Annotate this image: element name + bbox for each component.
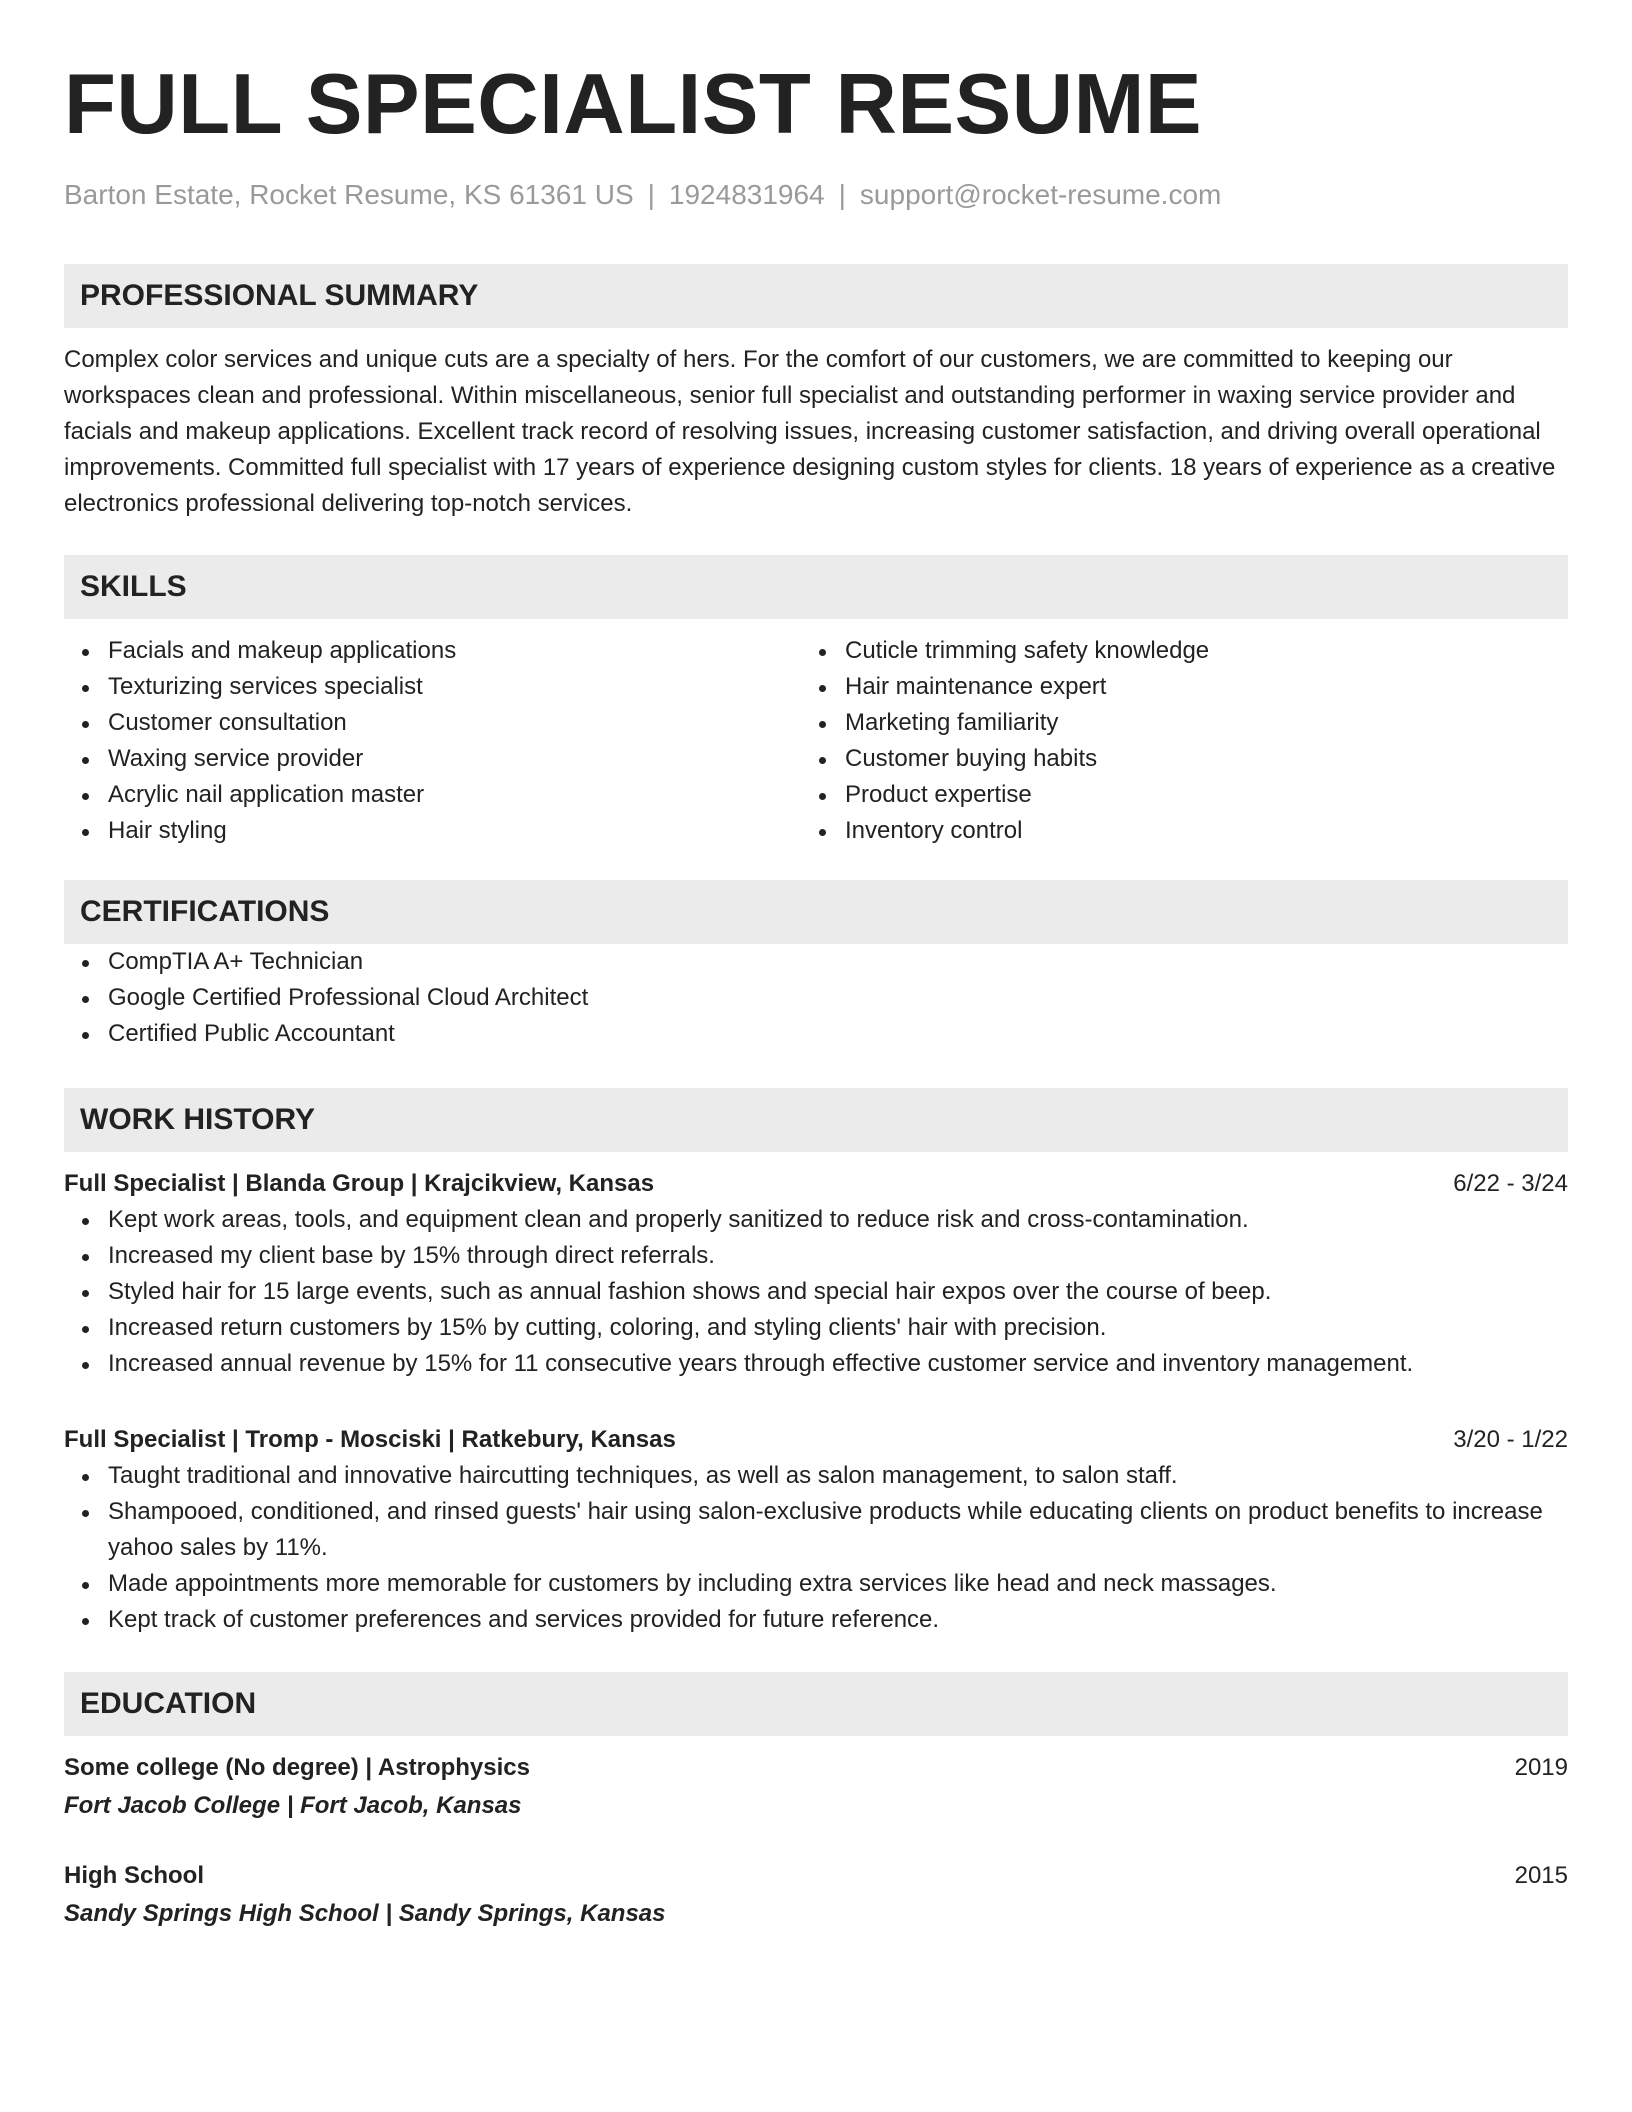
education-school: Fort Jacob College | Fort Jacob, Kansas [64,1792,522,1819]
skill-item: Hair styling [64,813,801,849]
section-header-certifications: CERTIFICATIONS [64,880,1568,944]
skills-columns [64,633,1568,849]
education-year: 2015 [1514,1862,1568,1889]
work-history-list [64,1166,1568,1638]
education-year: 2019 [1514,1754,1568,1781]
contact-separator: | [838,179,846,210]
job-dates: 6/22 - 3/24 [1453,1170,1568,1197]
job-dates: 3/20 - 1/22 [1453,1426,1568,1453]
skill-item: Inventory control [801,813,1538,849]
education-degree: High School [64,1862,204,1889]
job-bullet: Increased return customers by 15% by cutting, coloring, and styling clients' hair with precision. [64,1310,1568,1346]
certification-item: CompTIA A+ Technician [64,944,1568,980]
job-title: Full Specialist | Tromp - Mosciski | Ratkebury, Kansas [64,1426,676,1453]
skill-item: Waxing service provider [64,741,801,777]
job-entry [64,1166,1568,1382]
skills-list-right [801,633,1538,849]
skill-item: Marketing familiarity [801,705,1538,741]
education-header [64,1858,1568,1894]
phone: 1924831964 [668,179,825,210]
skill-item: Customer buying habits [801,741,1538,777]
certification-item: Certified Public Accountant [64,1016,1568,1052]
job-bullet: Increased annual revenue by 15% for 11 consecutive years through effective customer service and inventory management. [64,1346,1568,1382]
education-entry [64,1750,1568,1824]
job-bullet: Kept track of customer preferences and services provided for future reference. [64,1602,1568,1638]
email: support@rocket-resume.com [859,179,1222,210]
section-header-work-history: WORK HISTORY [64,1088,1568,1152]
skills-list-left [64,633,801,849]
summary-text: Complex color services and unique cuts are a specialty of hers. For the comfort of our customers, we are committed to keeping our workspaces clean and professional. Within miscellaneous, senior full specialist and outstanding performer in waxing service provider and facials and makeup applications. Excellent track record of resolving issues, increasing customer satisfaction, and driving overall operational improvements. Committed full specialist with 17 years of experience designing custom styles for clients. 18 years of experience as a creative electronics professional delivering top-notch services. [64,346,1556,517]
job-entry [64,1422,1568,1638]
education-degree: Some college (No degree) | Astrophysics [64,1754,530,1781]
section-header-skills: SKILLS [64,555,1568,619]
education-entry [64,1858,1568,1932]
job-bullet: Styled hair for 15 large events, such as annual fashion shows and special hair expos over the course of beep. [64,1274,1568,1310]
contact-separator: | [647,179,655,210]
job-bullet: Taught traditional and innovative haircutting techniques, as well as salon management, to salon staff. [64,1458,1568,1494]
job-bullet: Made appointments more memorable for customers by including extra services like head and neck massages. [64,1566,1568,1602]
resume-title: FULL SPECIALIST RESUME [64,57,1203,152]
job-bullets [64,1458,1568,1638]
job-title: Full Specialist | Blanda Group | Krajcikview, Kansas [64,1170,655,1197]
education-list [64,1750,1568,1932]
skill-item: Hair maintenance expert [801,669,1538,705]
education-school: Sandy Springs High School | Sandy Springs, Kansas [64,1900,666,1927]
skill-item: Product expertise [801,777,1538,813]
job-bullet: Increased my client base by 15% through direct referrals. [64,1238,1568,1274]
section-header-education: EDUCATION [64,1672,1568,1736]
job-bullets [64,1202,1568,1382]
skill-item: Facials and makeup applications [64,633,801,669]
skill-item: Texturizing services specialist [64,669,801,705]
section-header-summary: PROFESSIONAL SUMMARY [64,264,1568,328]
job-bullet: Kept work areas, tools, and equipment clean and properly sanitized to reduce risk and cross-contamination. [64,1202,1568,1238]
job-bullet: Shampooed, conditioned, and rinsed guests' hair using salon-exclusive products while educating clients on product benefits to increase yahoo sales by 11%. [64,1494,1568,1566]
job-header [64,1422,1568,1458]
contact-line [64,179,1568,211]
skill-item: Acrylic nail application master [64,777,801,813]
skill-item: Cuticle trimming safety knowledge [801,633,1538,669]
certifications-list [64,944,1568,1052]
certification-item: Google Certified Professional Cloud Architect [64,980,1568,1016]
job-header [64,1166,1568,1202]
education-header [64,1750,1568,1786]
skill-item: Customer consultation [64,705,801,741]
address: Barton Estate, Rocket Resume, KS 61361 US [64,179,634,210]
